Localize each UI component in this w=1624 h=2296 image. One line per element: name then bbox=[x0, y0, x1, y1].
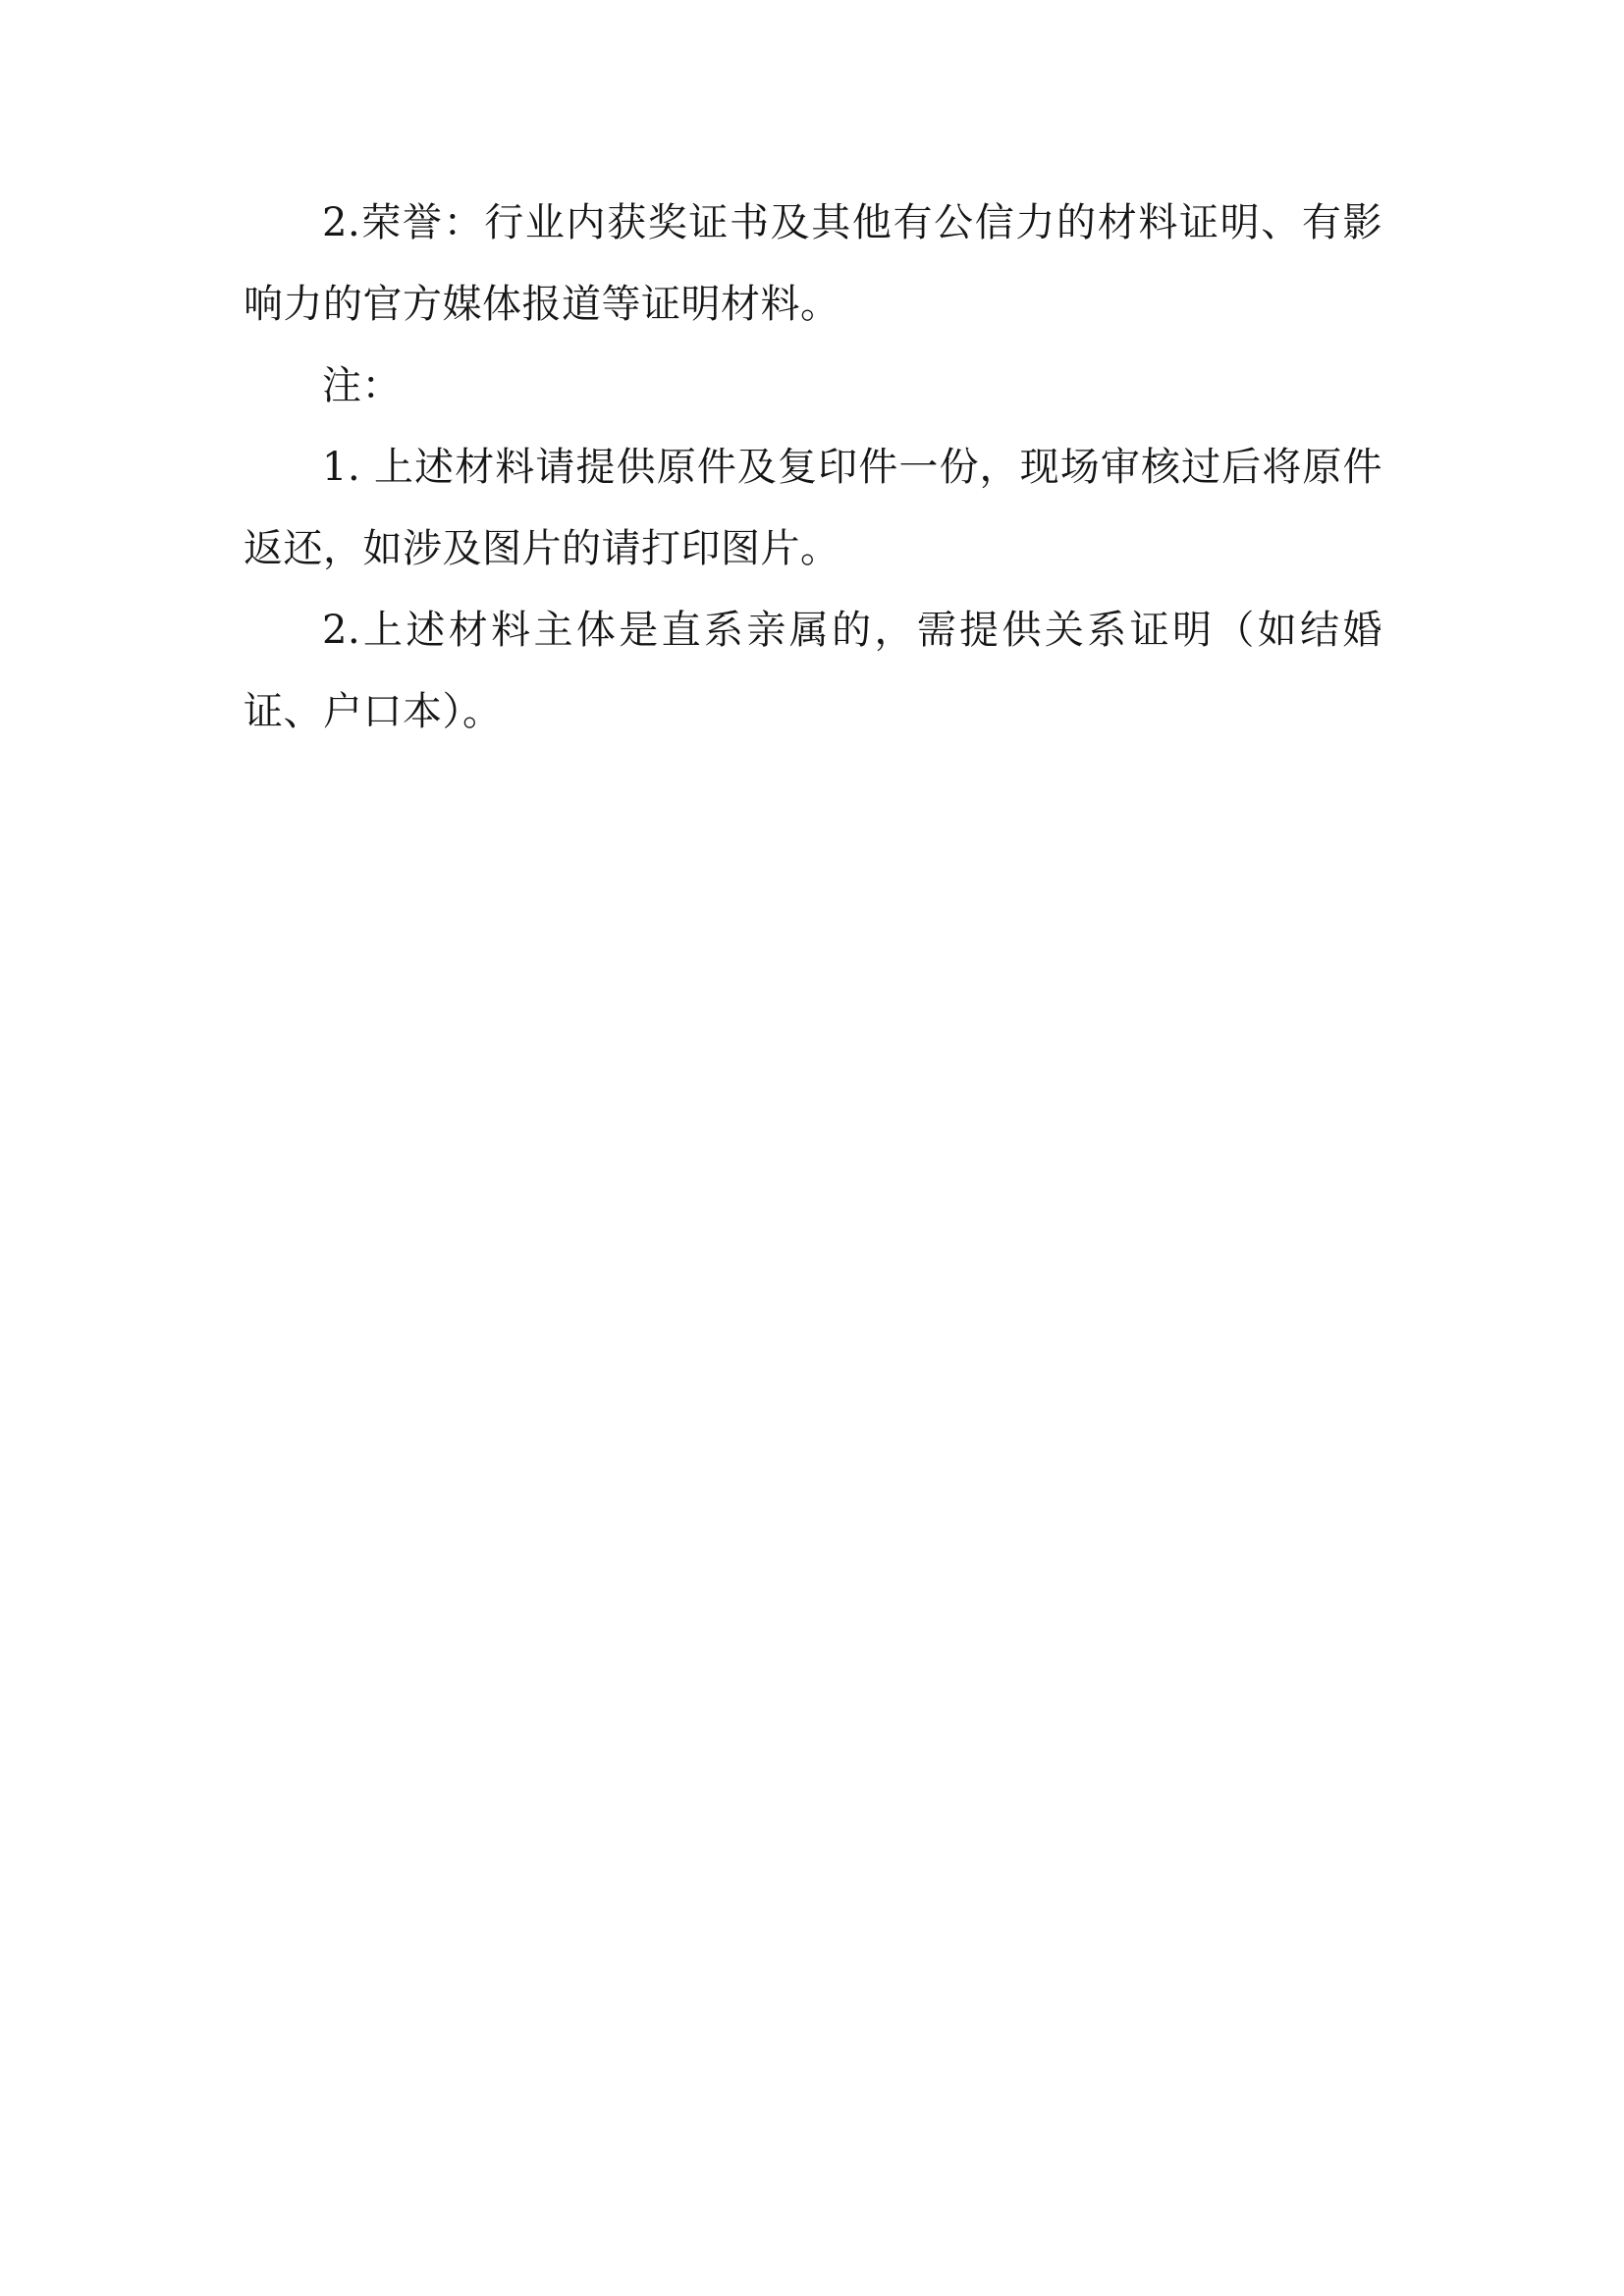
document-body bbox=[244, 183, 1382, 753]
paragraph-notes-heading: 注： bbox=[322, 363, 402, 408]
paragraph-note-2: 2.上述材料主体是直系亲属的，需提供关系证明（如结婚证、户口本）。 bbox=[244, 608, 1382, 734]
paragraph-note-1: 1. 上述材料请提供原件及复印件一份，现场审核过后将原件返还，如涉及图片的请打印图片。 bbox=[244, 445, 1382, 571]
paragraph-honor-item: 2.荣誉：行业内获奖证书及其他有公信力的材料证明、有影响力的官方媒体报道等证明材料。 bbox=[244, 200, 1382, 327]
